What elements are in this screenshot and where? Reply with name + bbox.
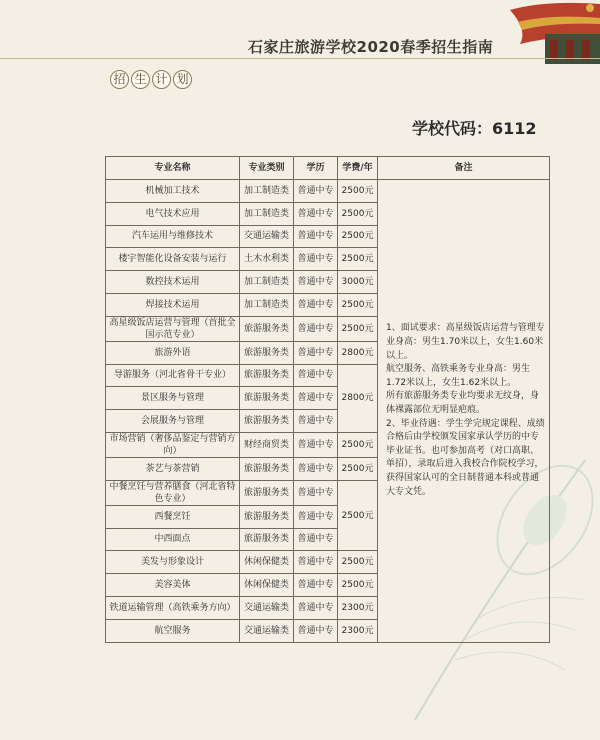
major-category: 旅游服务类 (240, 410, 294, 433)
major-category: 交通运输类 (240, 619, 294, 642)
major-name: 西餐烹饪 (106, 505, 240, 528)
major-category: 加工制造类 (240, 180, 294, 203)
major-name: 茶艺与茶营销 (106, 457, 240, 480)
note-paragraph: 航空服务、高铁乘务专业身高：男生1.72米以上，女生1.62米以上。 (386, 364, 531, 388)
col-header-notes: 备注 (378, 157, 550, 180)
section-char: 招 (110, 70, 129, 89)
major-name: 中餐烹饪与营养膳食（河北省特色专业） (106, 480, 240, 505)
major-name: 电气技术应用 (106, 202, 240, 225)
tuition-fee: 2500元 (338, 202, 378, 225)
tuition-fee: 2500元 (338, 293, 378, 316)
major-name: 美发与形象设计 (106, 551, 240, 574)
education-level: 普通中专 (294, 202, 338, 225)
major-name: 机械加工技术 (106, 180, 240, 203)
major-category: 旅游服务类 (240, 528, 294, 551)
tuition-fee: 2800元 (338, 341, 378, 364)
major-name: 楼宇智能化设备安装与运行 (106, 248, 240, 271)
note-paragraph: 1、面试要求：高星级饭店运营与管理专业身高：男生1.70米以上，女生1.60米以上。 (386, 323, 545, 361)
education-level: 普通中专 (294, 574, 338, 597)
pavilion-roof-decoration (490, 0, 600, 70)
major-name: 旅游外语 (106, 341, 240, 364)
major-category: 旅游服务类 (240, 480, 294, 505)
page-title: 石家庄旅游学校2020春季招生指南 (248, 38, 494, 56)
major-category: 旅游服务类 (240, 387, 294, 410)
major-name: 导游服务（河北省骨干专业） (106, 364, 240, 387)
tuition-fee: 2500元 (338, 480, 378, 551)
note-paragraph: 2、毕业待遇：学生学完规定课程、成绩合格后由学校颁发国家承认学历的中专毕业证书。也可参加高考（对口高职、单招），录取后进入我校合作院校学习，获得国家认可的全日制普通本科或普通大专文凭。 (386, 418, 545, 497)
major-category: 土木水利类 (240, 248, 294, 271)
section-label (110, 70, 192, 89)
major-name: 景区服务与管理 (106, 387, 240, 410)
major-category: 旅游服务类 (240, 364, 294, 387)
major-name: 高星级饭店运营与管理（首批全国示范专业） (106, 316, 240, 341)
major-name: 航空服务 (106, 619, 240, 642)
tuition-fee: 2500元 (338, 316, 378, 341)
tuition-fee: 2300元 (338, 596, 378, 619)
major-category: 旅游服务类 (240, 457, 294, 480)
education-level: 普通中专 (294, 480, 338, 505)
education-level: 普通中专 (294, 596, 338, 619)
section-char: 划 (173, 70, 192, 89)
education-level: 普通中专 (294, 432, 338, 457)
major-category: 交通运输类 (240, 596, 294, 619)
tuition-fee: 2500元 (338, 574, 378, 597)
major-category: 加工制造类 (240, 202, 294, 225)
tuition-fee: 3000元 (338, 271, 378, 294)
section-char: 生 (131, 70, 150, 89)
major-category: 加工制造类 (240, 293, 294, 316)
col-header-category: 专业类别 (240, 157, 294, 180)
major-category: 财经商贸类 (240, 432, 294, 457)
major-name: 中西面点 (106, 528, 240, 551)
education-level: 普通中专 (294, 316, 338, 341)
notes-cell (378, 180, 550, 643)
education-level: 普通中专 (294, 505, 338, 528)
major-category: 旅游服务类 (240, 505, 294, 528)
note-paragraph: 所有旅游服务类专业均要求无纹身，身体裸露部位无明显疤痕。 (386, 391, 540, 415)
tuition-fee: 2300元 (338, 619, 378, 642)
major-category: 交通运输类 (240, 225, 294, 248)
school-code: 学校代码：6112 (412, 119, 537, 138)
major-name: 数控技术运用 (106, 271, 240, 294)
education-level: 普通中专 (294, 225, 338, 248)
section-char: 计 (152, 70, 171, 89)
education-level: 普通中专 (294, 457, 338, 480)
major-name: 美容美体 (106, 574, 240, 597)
tuition-fee: 2500元 (338, 225, 378, 248)
major-category: 休闲保健类 (240, 551, 294, 574)
col-header-major: 专业名称 (106, 157, 240, 180)
tuition-fee: 2500元 (338, 551, 378, 574)
tuition-fee: 2500元 (338, 432, 378, 457)
education-level: 普通中专 (294, 528, 338, 551)
major-category: 旅游服务类 (240, 316, 294, 341)
tuition-fee: 2500元 (338, 180, 378, 203)
education-level: 普通中专 (294, 248, 338, 271)
tuition-fee: 2800元 (338, 364, 378, 432)
education-level: 普通中专 (294, 271, 338, 294)
title-divider (0, 58, 600, 59)
table-header-row (106, 157, 550, 180)
education-level: 普通中专 (294, 364, 338, 387)
education-level: 普通中专 (294, 180, 338, 203)
major-name: 市场营销（奢侈品鉴定与营销方向） (106, 432, 240, 457)
education-level: 普通中专 (294, 341, 338, 364)
tuition-fee: 2500元 (338, 457, 378, 480)
major-category: 休闲保健类 (240, 574, 294, 597)
col-header-education: 学历 (294, 157, 338, 180)
education-level: 普通中专 (294, 293, 338, 316)
education-level: 普通中专 (294, 410, 338, 433)
major-category: 加工制造类 (240, 271, 294, 294)
enrollment-table (105, 156, 550, 643)
major-category: 旅游服务类 (240, 341, 294, 364)
major-name: 铁道运输管理（高铁乘务方向） (106, 596, 240, 619)
education-level: 普通中专 (294, 619, 338, 642)
education-level: 普通中专 (294, 387, 338, 410)
major-name: 会展服务与管理 (106, 410, 240, 433)
education-level: 普通中专 (294, 551, 338, 574)
table-row (106, 180, 550, 203)
major-name: 焊接技术运用 (106, 293, 240, 316)
col-header-fee: 学费/年 (338, 157, 378, 180)
tuition-fee: 2500元 (338, 248, 378, 271)
major-name: 汽车运用与维修技术 (106, 225, 240, 248)
